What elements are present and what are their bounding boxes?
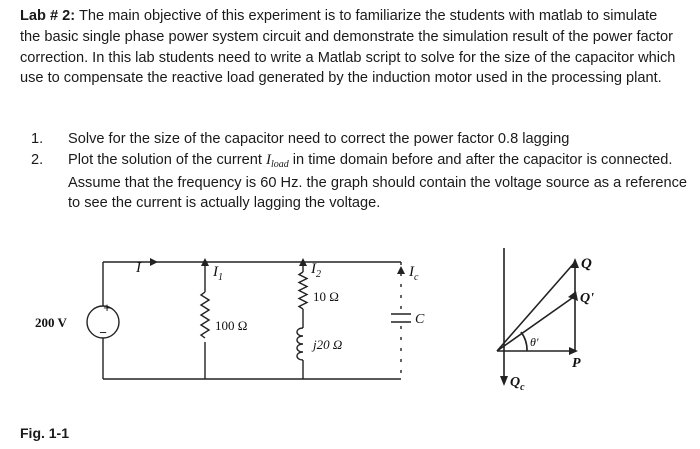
current-arrow-c bbox=[397, 266, 405, 274]
resistor-10 bbox=[299, 272, 307, 309]
current-symbol: I bbox=[265, 151, 271, 168]
r2-label: 10 Ω bbox=[313, 289, 339, 304]
current-symbol-sub: load bbox=[270, 158, 289, 170]
list-number: 1. bbox=[31, 131, 44, 147]
theta-arc bbox=[521, 332, 527, 351]
current-2-label: $I_2$ bbox=[311, 261, 321, 280]
task-text-after: in time domain before and after the capacitor is connected. Assume that the frequency is 60 Hz. the graph should contain the voltage source as a reference to see the current is actually lagging the voltage. bbox=[68, 151, 687, 212]
capacitor-label: C bbox=[415, 312, 425, 327]
source-minus: − bbox=[99, 325, 107, 340]
source-voltage-label: 200 V bbox=[35, 315, 67, 330]
figure-caption: Fig. 1-1 bbox=[20, 425, 70, 441]
q-prime-label: Q' bbox=[580, 291, 594, 306]
r1-label: 100 Ω bbox=[215, 318, 248, 333]
theta-label: θ' bbox=[530, 335, 539, 349]
resistor-100 bbox=[201, 292, 209, 338]
p-arrow bbox=[569, 347, 578, 355]
current-arrow-total bbox=[150, 258, 158, 266]
p-label: P bbox=[572, 356, 581, 371]
q-arrow bbox=[571, 258, 579, 268]
qc-label: $Q_c$ bbox=[510, 375, 525, 393]
intro-text: The main objective of this experiment is to familiarize the students with matlab to simulate the basic single phase power system circuit and demonstrate the simulation result of the power factor correction. In this lab students need to write a Matlab script to solve for the size of the capacitor which use to compensate the reactive load generated by the induction motor used in the processing plant. bbox=[20, 8, 676, 87]
task-text: Solve for the size of the capacitor need to correct the power factor 0.8 lagging bbox=[68, 131, 570, 147]
q-label: Q bbox=[581, 256, 592, 272]
source-plus: + bbox=[103, 300, 111, 315]
current-total-label: I bbox=[136, 260, 141, 276]
circuit-diagram bbox=[87, 262, 411, 379]
list-number: 2. bbox=[31, 151, 44, 168]
inductor-j20 bbox=[297, 328, 303, 360]
current-1-label: $I_1$ bbox=[213, 264, 223, 283]
lab-heading: Lab # 2: bbox=[20, 8, 76, 24]
current-c-label: $I_c$ bbox=[409, 264, 419, 283]
reactance-label: j20 Ω bbox=[313, 337, 343, 352]
task-text-before: Plot the solution of the current bbox=[68, 151, 262, 168]
phasor-diagram bbox=[497, 248, 575, 382]
qc-arrow bbox=[500, 376, 508, 386]
